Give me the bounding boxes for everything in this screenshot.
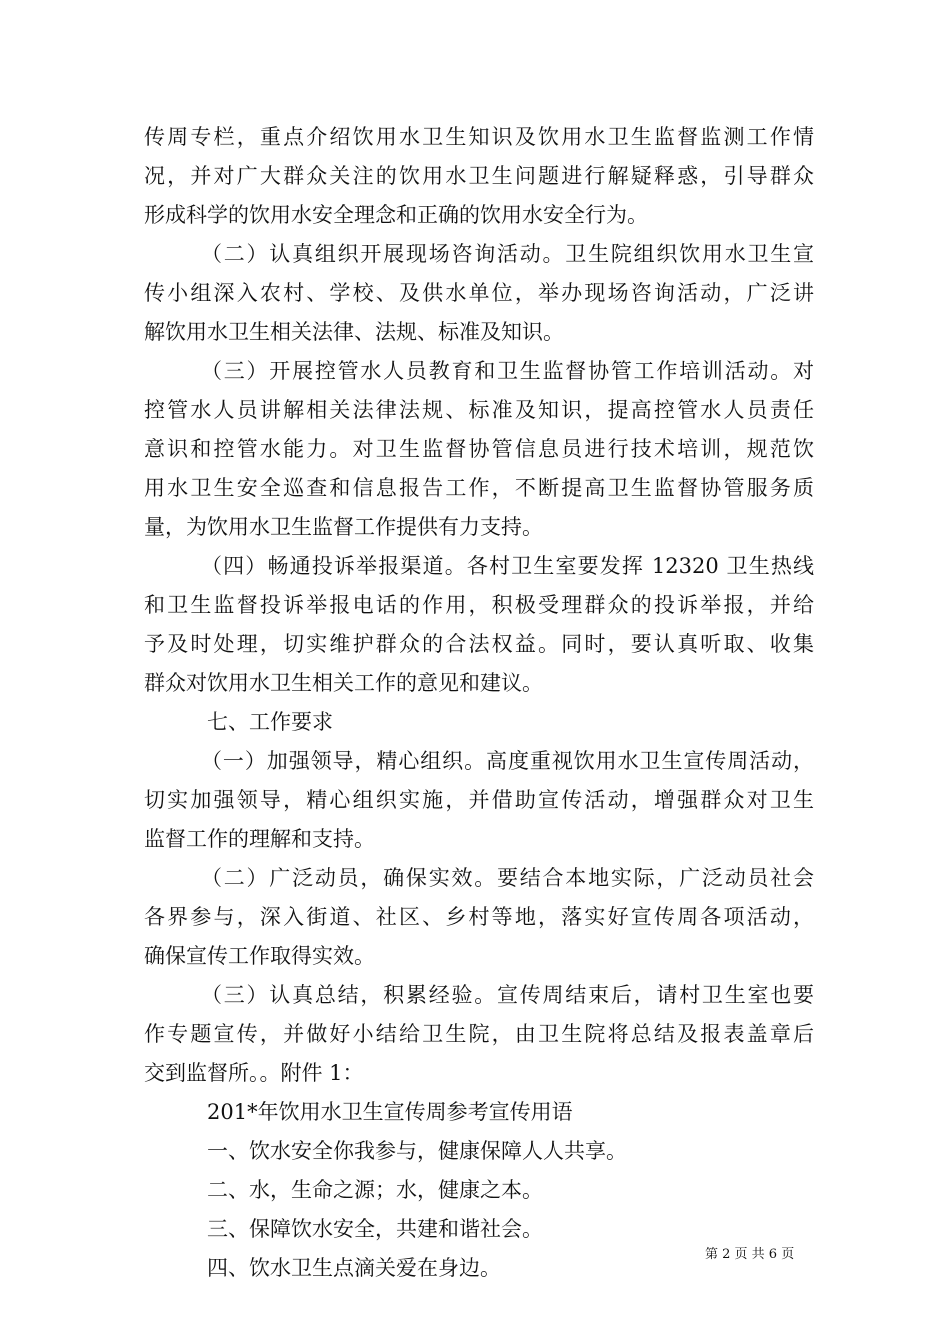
- text-line: 切实加强领导，精心组织实施，并借助宣传活动，增强群众对卫生: [144, 788, 814, 812]
- text-line: 作专题宣传，并做好小结给卫生院，由卫生院将总结及报表盖章后: [144, 1022, 814, 1046]
- text-line: （三）认真总结，积累经验。宣传周结束后，请村卫生室也要: [201, 983, 814, 1007]
- text-line: 予及时处理，切实维护群众的合法权益。同时，要认真听取、收集: [144, 632, 814, 656]
- text-line: 七、工作要求: [207, 710, 333, 734]
- text-line: 群众对饮用水卫生相关工作的意见和建议。: [144, 671, 543, 695]
- text-line: 和卫生监督投诉举报电话的作用，积极受理群众的投诉举报，并给: [144, 593, 814, 617]
- text-line: （一）加强领导，精心组织。高度重视饮用水卫生宣传周活动，: [201, 749, 814, 773]
- text-line: 传小组深入农村、学校、及供水单位，举办现场咨询活动，广泛讲: [144, 281, 814, 305]
- text-line: （二）广泛动员，确保实效。要结合本地实际，广泛动员社会: [201, 866, 814, 890]
- text-line: （二）认真组织开展现场咨询活动。卫生院组织饮用水卫生宣: [201, 242, 814, 266]
- text-line: 交到监督所。。附件 1：: [144, 1061, 364, 1085]
- text-line: 意识和控管水能力。对卫生监督协管信息员进行技术培训，规范饮: [144, 437, 814, 461]
- text-line: 各界参与，深入街道、社区、乡村等地，落实好宣传周各项活动，: [144, 905, 814, 929]
- document-body: [144, 118, 814, 1288]
- text-line: 形成科学的饮用水安全理念和正确的饮用水安全行为。: [144, 203, 648, 227]
- text-line: 传周专栏，重点介绍饮用水卫生知识及饮用水卫生监督监测工作情: [144, 125, 814, 149]
- text-line: 用水卫生安全巡查和信息报告工作，不断提高卫生监督协管服务质: [144, 476, 814, 500]
- text-line: 量，为饮用水卫生监督工作提供有力支持。: [144, 515, 543, 539]
- text-line: 一、饮水安全你我参与，健康保障人人共享。: [207, 1139, 627, 1163]
- page-number: 第 2 页 共 6 页: [705, 1247, 795, 1262]
- text-line: 201*年饮用水卫生宣传周参考宣传用语: [207, 1100, 573, 1124]
- text-line: 二、水，生命之源；水，健康之本。: [207, 1178, 543, 1202]
- text-line: （四）畅通投诉举报渠道。各村卫生室要发挥 12320 卫生热线: [201, 554, 814, 578]
- text-line: 三、保障饮水安全，共建和谐社会。: [207, 1217, 543, 1241]
- text-line: （三）开展控管水人员教育和卫生监督协管工作培训活动。对: [201, 359, 814, 383]
- text-line: 控管水人员讲解相关法律法规、标准及知识，提高控管水人员责任: [144, 398, 814, 422]
- text-line: 解饮用水卫生相关法律、法规、标准及知识。: [144, 320, 564, 344]
- text-line: 确保宣传工作取得实效。: [144, 944, 375, 968]
- text-line: 监督工作的理解和支持。: [144, 827, 375, 851]
- text-line: 况，并对广大群众关注的饮用水卫生问题进行解疑释惑，引导群众: [144, 164, 814, 188]
- text-line: 四、饮水卫生点滴关爱在身边。: [207, 1256, 501, 1280]
